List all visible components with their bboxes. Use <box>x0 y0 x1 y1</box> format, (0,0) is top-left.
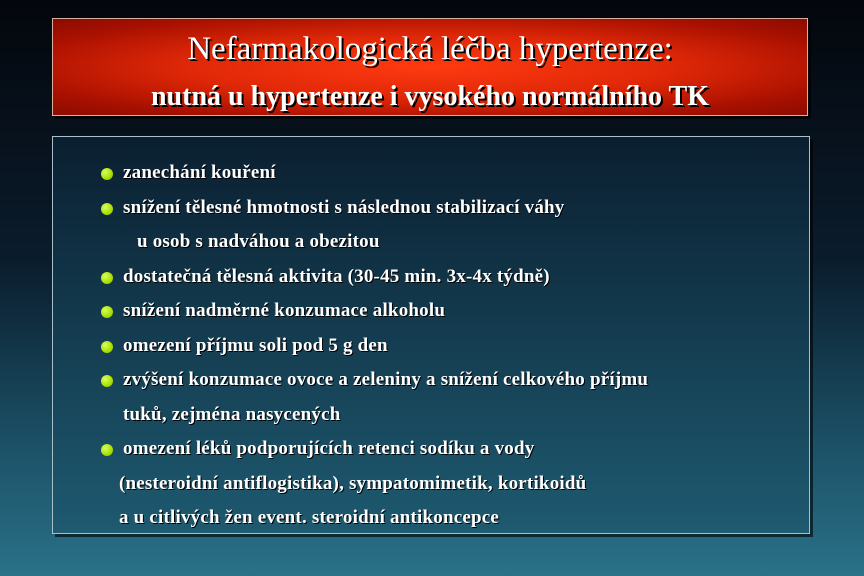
bullet-text-continuation: u osob s nadváhou a obezitou <box>137 231 380 252</box>
bullet-text: dostatečná tělesná aktivita (30-45 min. 3x-4x týdně) <box>123 265 550 287</box>
bullet-text: zanechání kouření <box>123 162 276 183</box>
bullet-icon <box>101 203 113 215</box>
bullet-text: omezení příjmu soli pod 5 g den <box>123 334 388 356</box>
bullet-text: snížení tělesné hmotnosti s následnou stabilizací váhy <box>123 196 565 218</box>
bullet-icon <box>101 272 113 284</box>
bullet-text-continuation: (nesteroidní antiflogistika), sympatomimetik, kortikoidů <box>119 472 587 494</box>
bullet-text: zvýšení konzumace ovoce a zeleniny a snížení celkového příjmu <box>123 369 649 390</box>
bullet-text: omezení léků podporujících retenci sodíku a vody <box>123 438 535 459</box>
bullet-icon <box>101 375 113 387</box>
bullet-icon <box>101 341 113 353</box>
bullet-text-continuation: tuků, zejména nasycených <box>123 403 341 425</box>
slide-title: Nefarmakologická léčba hypertenze: <box>187 31 673 67</box>
bullet-text-continuation: a u citlivých žen event. steroidní antikoncepce <box>119 507 500 528</box>
content-box <box>52 136 810 534</box>
bullet-icon <box>101 444 113 456</box>
bullet-text: snížení nadměrné konzumace alkoholu <box>123 300 446 321</box>
slide-subtitle: nutná u hypertenze i vysokého normálního TK <box>150 81 710 112</box>
bullet-icon <box>101 168 113 180</box>
title-box <box>52 18 808 116</box>
bullet-icon <box>101 306 113 318</box>
bullet-list <box>53 137 809 533</box>
